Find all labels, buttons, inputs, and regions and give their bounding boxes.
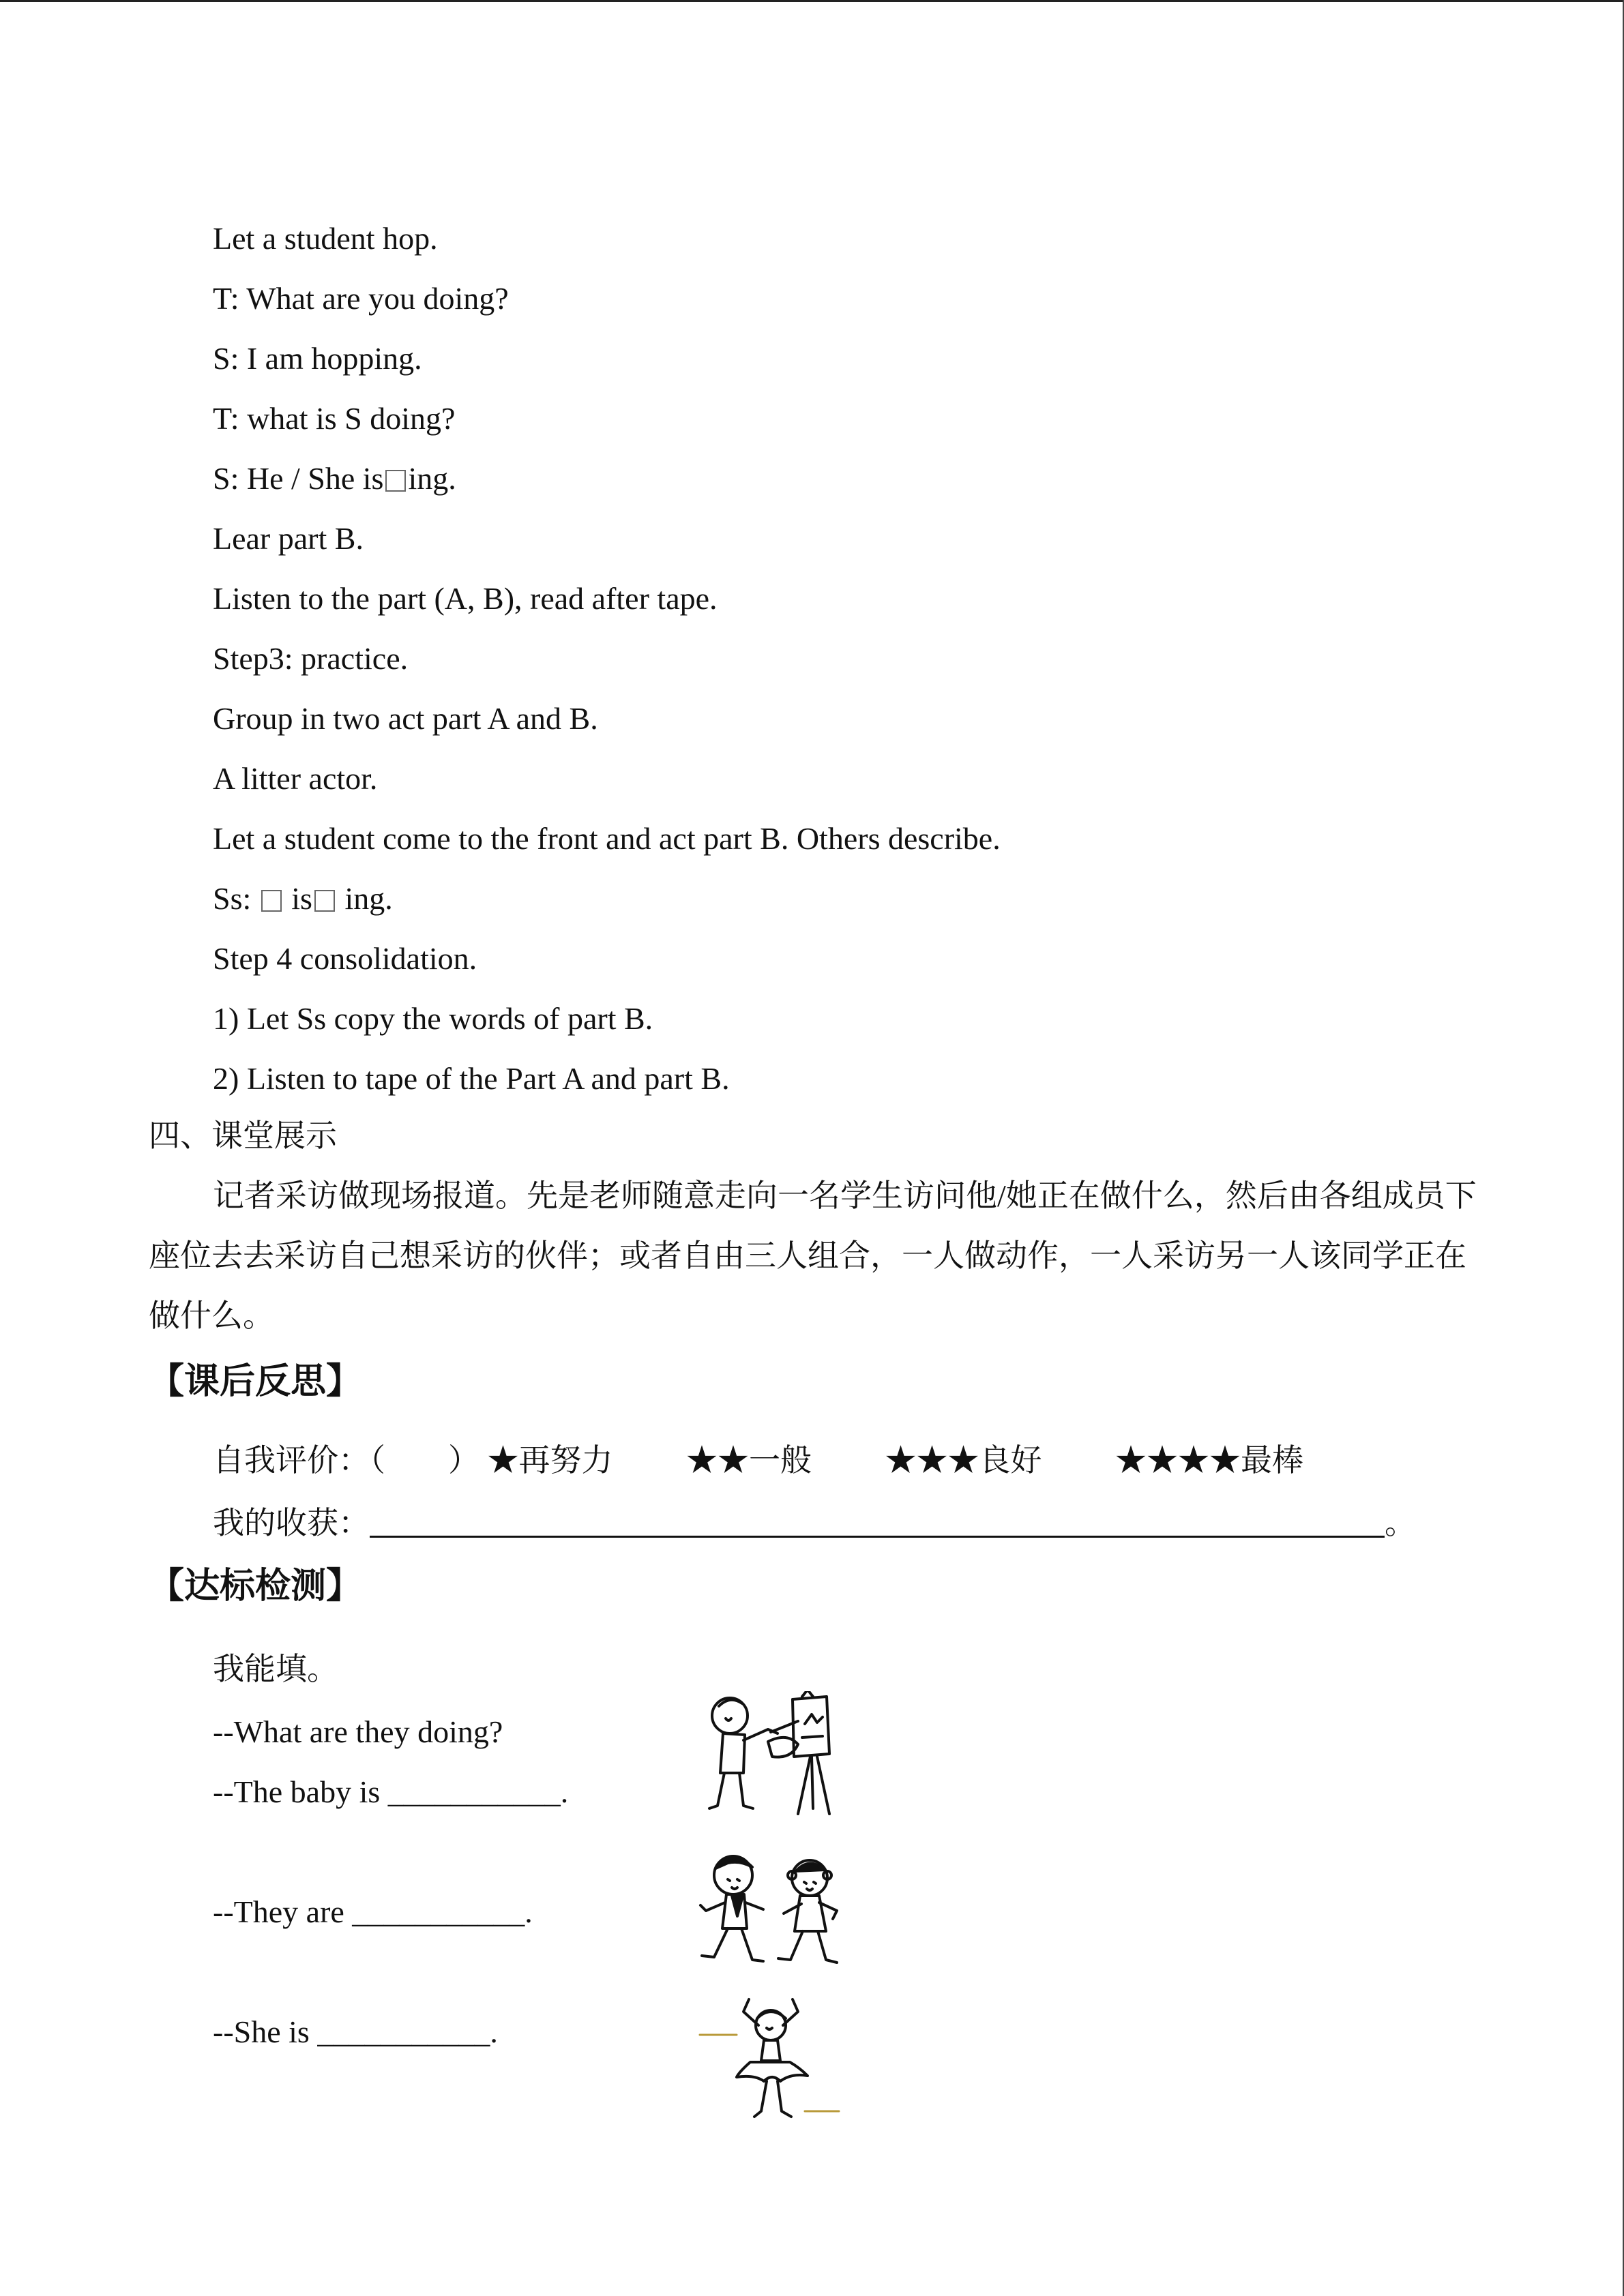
harvest-row [213, 1503, 1416, 1544]
step-line: Listen to the part (A, B), read after tape. [213, 581, 718, 616]
step-line: Let a student come to the front and act part B. Others describe. [213, 821, 1001, 856]
rating-option: ★★★★最棒 [1115, 1443, 1303, 1478]
step-line: S: I am hopping. [213, 341, 422, 376]
self-evaluation-row [213, 1439, 1303, 1482]
step-line: 2) Listen to tape of the Part A and part B. [213, 1061, 730, 1096]
test-question: --The baby is ___________. [213, 1774, 569, 1809]
rating-option: ★★一般 [686, 1443, 812, 1478]
rating-option: ★★★良好 [885, 1443, 1042, 1478]
blank-box [261, 890, 282, 912]
step-line: Step 4 consolidation. [213, 941, 477, 976]
step-line: Step3: practice. [213, 641, 409, 676]
test-question: --They are ___________. [213, 1894, 533, 1929]
harvest-label: 我的收获： [213, 1506, 370, 1540]
step-text: ing. [344, 881, 393, 916]
step-line: Lear part B. [213, 521, 364, 556]
harvest-answer-line [370, 1504, 1385, 1538]
step-line: A litter actor. [213, 761, 378, 796]
section-paragraph: 记者采访做现场报道。先是老师随意走向一名学生访问他/她正在做什么，然后由各组成员下座位去去采访自己想采访的伙伴；或者自由三人组合，一人做动作，一人采访另一人该同学正在做什么。 [149, 1178, 1477, 1333]
section-heading: 四、课堂展示 [149, 1118, 337, 1153]
step-text: ing. [408, 461, 456, 496]
step-line: Group in two act part A and B. [213, 701, 598, 736]
harvest-end: 。 [1385, 1506, 1416, 1540]
running-illustration [692, 1848, 859, 1978]
step-line: 1) Let Ss copy the words of part B. [213, 1001, 653, 1036]
test-question: --What are they doing? [213, 1714, 503, 1749]
test-question: --She is ___________. [213, 2014, 498, 2049]
step-line-with-blanks [213, 878, 393, 919]
test-intro: 我能填。 [213, 1652, 338, 1686]
step-line: T: what is S doing? [213, 401, 456, 436]
page-top-border [0, 0, 1624, 2]
step-text: is [291, 881, 312, 916]
test-heading: 【达标检测】 [149, 1566, 362, 1607]
step-text: Ss: [213, 881, 252, 916]
dancing-illustration [696, 1991, 866, 2128]
step-line: T: What are you doing? [213, 281, 509, 316]
step-text: S: He / She is [213, 461, 384, 496]
step-line: Let a student hop. [213, 221, 438, 256]
step-line-with-blank [213, 458, 456, 499]
blank-box [314, 890, 335, 912]
blank-box [385, 470, 406, 492]
rating-option: ★再努力 [487, 1443, 613, 1478]
self-eval-label: 自我评价：（ ） [213, 1443, 479, 1478]
painting-illustration [703, 1691, 859, 1821]
reflection-heading: 【课后反思】 [149, 1361, 362, 1402]
